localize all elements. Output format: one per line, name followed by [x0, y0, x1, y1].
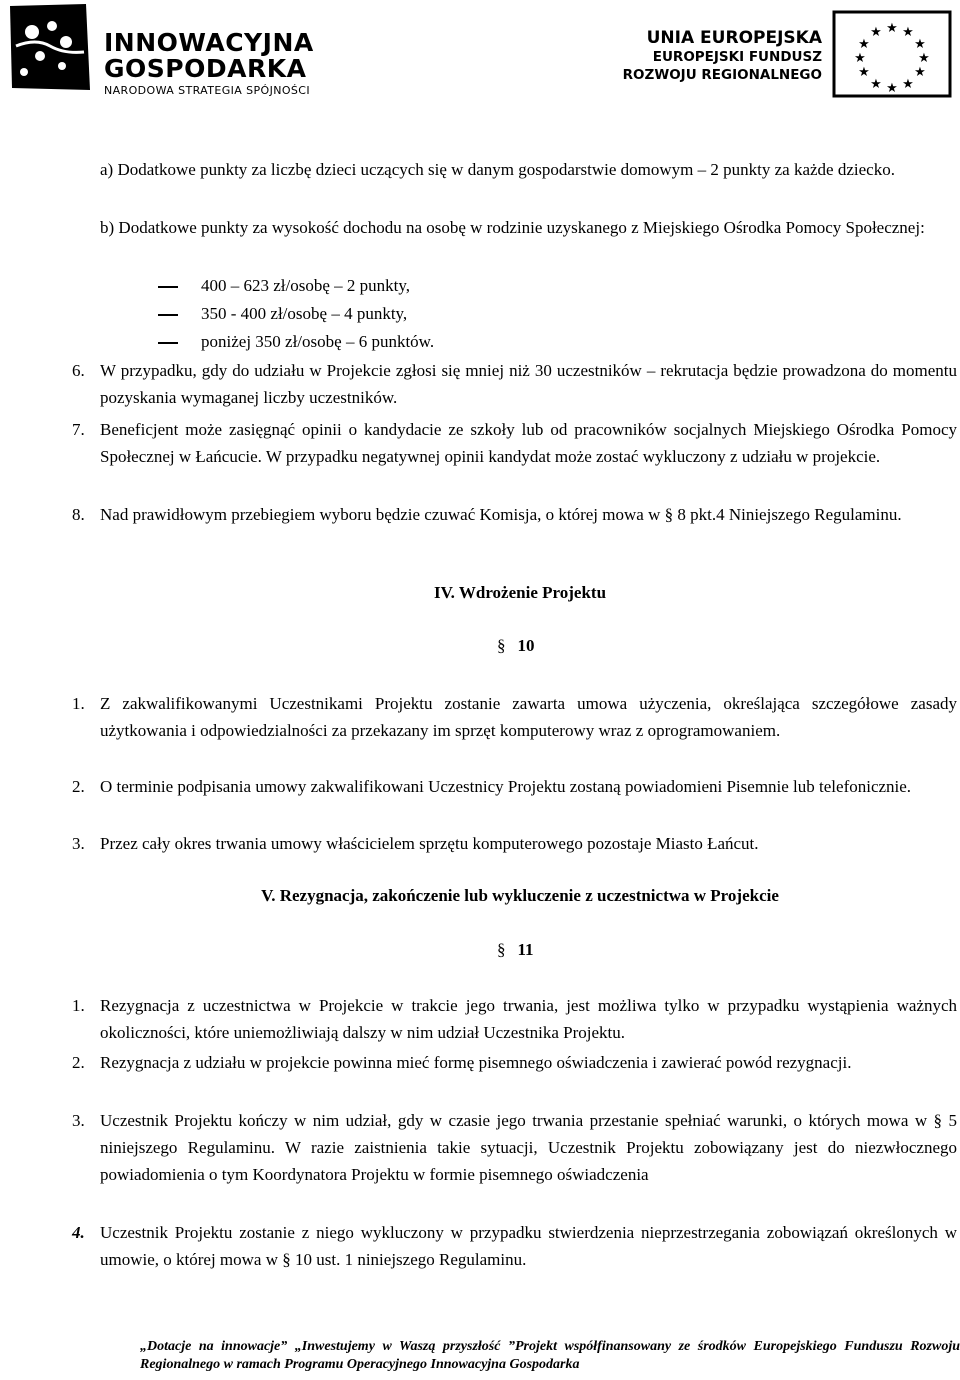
paragraph-number: 2.: [72, 777, 85, 796]
svg-text:★: ★: [870, 77, 882, 92]
paragraph-7: [72, 416, 957, 470]
svg-text:★: ★: [914, 65, 926, 80]
paragraph-number: 3.: [72, 1111, 85, 1130]
section-number: 11: [517, 940, 534, 959]
paragraph-number: 7.: [72, 420, 85, 439]
paragraph-number: 4.: [72, 1223, 85, 1242]
dash-item-2: 350 - 400 zł/osobę – 4 punkty,: [201, 304, 408, 323]
paragraph-number: 2.: [72, 1053, 85, 1072]
paragraph-text: Nad prawidłowym przebiegiem wyboru będzie czuwać Komisja, o której mowa w § 8 pkt.4 Niniejszego Regulaminu.: [100, 505, 902, 524]
paragraph-6: [72, 357, 957, 411]
logo-line-2: GOSPODARKA: [104, 54, 307, 83]
eu-line-3: ROZWOJU REGIONALNEGO: [622, 66, 822, 83]
s11-item-4: [72, 1219, 957, 1273]
s11-item-2: [72, 1049, 957, 1076]
svg-text:★: ★: [858, 65, 870, 80]
s10-item-3: [72, 830, 957, 857]
paragraph-number: 1.: [72, 694, 85, 713]
svg-text:★: ★: [886, 21, 898, 36]
svg-text:★: ★: [918, 51, 930, 66]
s10-item-1: [72, 690, 957, 744]
paragraph-text: Rezygnacja z uczestnictwa w Projekcie w trakcie jego trwania, jest możliwa tylko w przypadku wystąpienia ważnych okoliczności, które uniemożliwiają dalszy w nim udział Uczestnika Projektu.: [100, 996, 957, 1042]
paragraph-text: Uczestnik Projektu zostanie z niego wykluczony w przypadku stwierdzenia nieprzestrzegania zobowiązań określonych w umowie, o której mowa w § 10 ust. 1 niniejszego Regulaminu.: [100, 1223, 957, 1269]
eu-fund-logo-text: [623, 30, 822, 82]
paragraph-text: Rezygnacja z udziału w projekcie powinna mieć formę pisemnego oświadczenia i zawierać powód rezygnacji.: [100, 1053, 852, 1072]
eu-line-1: UNIA EUROPEJSKA: [646, 28, 822, 48]
svg-text:★: ★: [914, 37, 926, 52]
svg-text:★: ★: [886, 81, 898, 96]
svg-text:★: ★: [854, 51, 866, 66]
section-sign: §: [497, 940, 506, 959]
logo-line-1: INNOWACYJNA: [104, 28, 314, 57]
s10-item-2: [72, 773, 957, 800]
footer-note: „Dotacje na innowacje” „Inwestujemy w Waszą przyszłość ”Projekt współfinansowany ze środków Europejskiego Funduszu Rozwoju Regionalnego w ramach Programu Operacyjnego Innowacyjna Gospodarka: [140, 1339, 960, 1372]
dash-bullet: [158, 342, 178, 344]
dash-item-1: 400 – 623 zł/osobę – 2 punkty,: [201, 276, 411, 295]
paragraph-text: W przypadku, gdy do udziału w Projekcie zgłosi się mniej niż 30 uczestników – rekrutacja będzie prowadzona do momentu pozyskania wymaganej liczby uczestników.: [100, 361, 957, 407]
svg-text:★: ★: [902, 77, 914, 92]
section-10-heading: [497, 636, 535, 656]
paragraph-text: Beneficjent może zasięgnąć opinii o kandydacie ze szkoły lub od pracowników socjalnych Miejskiego Ośrodka Pomocy Społecznej w Łańcucie. W przypadku negatywnej opinii kandydat może zostać wykluczony z udziału w projekcie.: [100, 420, 957, 466]
heading-iv: IV. Wdrożenie Projektu: [433, 583, 607, 602]
svg-text:★: ★: [870, 25, 882, 40]
paragraph-text: Z zakwalifikowanymi Uczestnikami Projektu zostanie zawarta umowa użyczenia, określająca szczegółowe zasady użytkowania i odpowiedzialności za przekazany im sprzęt komputerowy wraz z oprogramowaniem.: [100, 694, 957, 740]
dash-item-3: poniżej 350 zł/osobę – 6 punktów.: [201, 332, 435, 351]
paragraph-number: 6.: [72, 361, 85, 380]
dash-bullet: [158, 314, 178, 316]
svg-text:★: ★: [902, 25, 914, 40]
dash-bullet: [158, 286, 178, 288]
section-11-heading: [497, 940, 534, 960]
s11-item-1: [72, 992, 957, 1046]
paragraph-text: O terminie podpisania umowy zakwalifikowani Uczestnicy Projektu zostaną powiadomieni Pisemnie lub telefonicznie.: [100, 777, 912, 796]
logo-line-3: NARODOWA STRATEGIA SPÓJNOŚCI: [104, 84, 311, 97]
section-sign: §: [497, 636, 506, 655]
eu-line-2: EUROPEJSKI FUNDUSZ: [652, 49, 822, 65]
paragraph-text: Przez cały okres trwania umowy właścicielem sprzętu komputerowego pozostaje Miasto Łańcut.: [100, 834, 759, 853]
svg-text:★: ★: [858, 37, 870, 52]
s11-item-3: [72, 1107, 957, 1188]
heading-v: V. Rezygnacja, zakończenie lub wykluczenie z uczestnictwa w Projekcie: [261, 886, 779, 905]
paragraph-text: Uczestnik Projektu kończy w nim udział, gdy w czasie jego trwania przestanie spełniać warunki, o których mowa w § 5 niniejszego Regulaminu. W razie zaistnienia takie sytuacji, Uczestnik Projektu zobowiązany jest do niezwłocznego powiadomienia o tym Koordynatora Projektu w formie pisemnego oświadczenia: [100, 1111, 957, 1184]
eu-flag-icon: [832, 10, 952, 98]
item-b: b) Dodatkowe punkty za wysokość dochodu na osobę w rodzinie uzyskanego z Miejskiego Ośrodka Pomocy Społecznej:: [100, 218, 925, 237]
innowacyjna-gospodarka-logo: [6, 2, 314, 100]
paragraph-number: 3.: [72, 834, 85, 853]
ig-emblem-icon: [6, 2, 94, 92]
paragraph-8: [72, 501, 957, 528]
paragraph-number: 1.: [72, 996, 85, 1015]
section-number: 10: [517, 636, 535, 655]
item-a: a) Dodatkowe punkty za liczbę dzieci uczących się w danym gospodarstwie domowym – 2 punkty za każde dziecko.: [100, 160, 895, 179]
paragraph-number: 8.: [72, 505, 85, 524]
